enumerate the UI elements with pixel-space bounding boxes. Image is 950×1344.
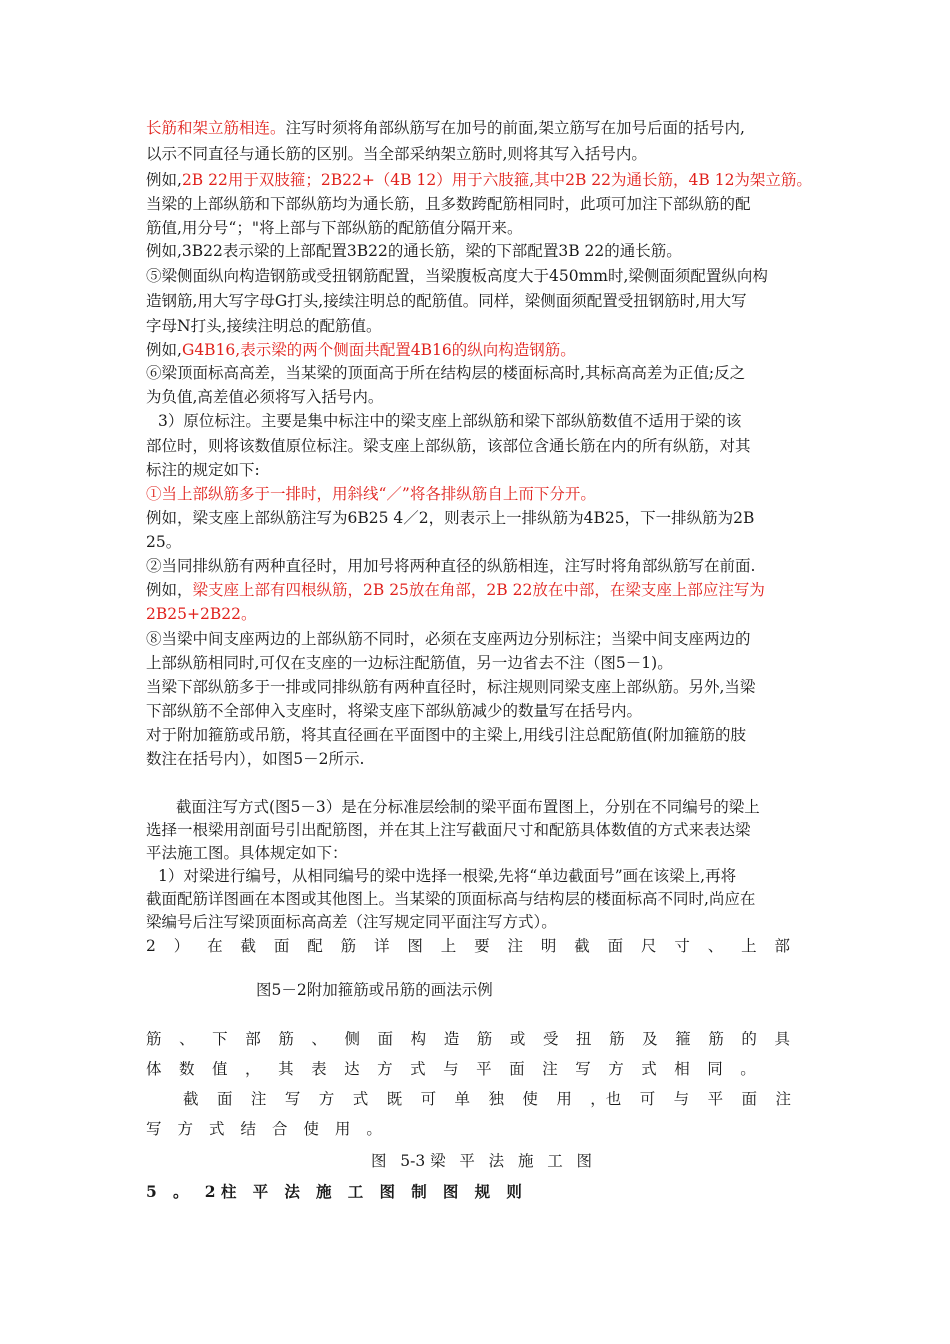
paragraph-line: 下部纵筋不全部伸入支座时，将梁支座下部纵筋减少的数量写在括号内。 [146,702,643,720]
spaced-char: 部 [774,937,790,955]
spaced-char: 式 [641,1060,657,1078]
spaced-char: 筋 [146,1030,162,1048]
highlighted-text: 2B 22用于双肢箍；2B22+（4B 12）用于六肢箍,其中2B 22为通长筋，4B 12为架立筋。 [181,171,812,189]
body-text: 例如, [146,341,182,359]
spaced-char: 工 [547,1152,563,1170]
spaced-char: 筋 [708,1030,724,1048]
spaced-char: 式 [208,1120,225,1138]
paragraph-line: ②当同排纵筋有两种直径时，用加号将两种直径的纵筋相连，注写时将角部纵筋写在前面. [146,557,756,575]
spaced-char: 结 [240,1120,256,1138]
spaced-char: 面 [607,937,624,955]
spaced-char: ，也 [590,1090,622,1108]
figure-caption [371,1151,592,1171]
highlighted-line: 2B25+2B22。 [146,605,257,623]
spaced-char: ） [173,937,190,955]
spaced-char: 筋 [278,1030,294,1048]
spaced-char: 截 [574,937,590,955]
spaced-char: 、 [311,1030,327,1048]
spaced-char: 2 柱 [204,1182,237,1201]
body-text: 注写时须将角部纵筋写在加号的前面,架立筋写在加号后面的括号内, [285,119,745,137]
paragraph-line: 例如,3B22表示梁的上部配置3B22的通长筋，梁的下部配置3B 22的通长筋。 [146,242,682,260]
spaced-char: 平 [459,1152,475,1170]
spaced-char: 面 [509,1060,525,1078]
paragraph-line [146,118,745,138]
spaced-char: 5 [146,1182,157,1201]
spaced-char: 筋 [476,1030,493,1048]
spaced-char: 图 [576,1152,592,1170]
spaced-char: 可 [639,1090,656,1108]
spaced-char: 数 [179,1060,195,1078]
spaced-char: 扭 [576,1030,592,1048]
spaced-char: 相 [674,1060,690,1078]
spaced-char: 配 [307,937,323,955]
spaced-char: 明 [540,937,557,955]
spaced-char: 及 [642,1030,658,1048]
spaced-char: 。 [173,1182,189,1201]
highlighted-text: 梁支座上部有四根纵筋，2B 25放在角部，2B 22放在中部，在梁支座上部应注写为 [192,581,765,599]
spaced-char: 平 [476,1060,492,1078]
spaced-char: 部 [245,1030,261,1048]
spaced-char: 体 [146,1060,162,1078]
highlighted-text: 长筋和架立筋相连。 [146,119,286,137]
spaced-char: 值 [212,1060,228,1078]
spaced-char: 图 [379,1182,395,1201]
spaced-char: 受 [542,1030,559,1048]
spaced-char: 施 [316,1182,332,1201]
spaced-line [146,1119,382,1139]
spaced-char: 图 [371,1152,387,1170]
paragraph-line: 25。 [146,533,182,551]
spaced-char: 寸 [674,937,690,955]
paragraph-line: 例如，梁支座上部纵筋注写为6B25 4／2，则表示上一排纵筋为4B25，下一排纵筋为2B [146,509,755,527]
spaced-char: 既 [386,1090,403,1108]
spaced-char: 式 [410,1060,426,1078]
spaced-char: 制 [411,1182,427,1201]
spaced-char: 面 [216,1090,233,1108]
paragraph-line [146,340,576,360]
body-text: 例如, [146,171,182,189]
paragraph-line: 选择一根梁用剖面号引出配筋图，并在其上注写截面尺寸和配筋具体数值的方式来表达梁 [146,821,751,839]
spaced-char: 2 [146,937,156,955]
spaced-char: 尺 [640,937,657,955]
spaced-char: 写 [146,1120,162,1138]
paragraph-line: 上部纵筋相同时,可仅在支座的一边标注配筋值，另一边省去不注（图5－1)。 [146,654,673,672]
paragraph-line: 当梁下部纵筋多于一排或同排纵筋有两种直径时，标注规则同梁支座上部纵筋。另外,当梁 [146,678,756,696]
spaced-char: 规 [474,1182,491,1201]
spaced-char: 则 [506,1182,522,1201]
paragraph-line: 标注的规定如下: [146,461,260,479]
paragraph-line: 字母N打头,接续注明总的配筋值。 [146,317,382,335]
spaced-char: 用 [334,1120,351,1138]
spaced-char: 施 [517,1152,534,1170]
spaced-char: 构 [410,1030,427,1048]
paragraph-line: 截面配筋详图画在本图或其他图上。当某梁的顶面标高与结构层的楼面标高不同时,尚应在 [146,890,756,908]
spaced-char: 图 [442,1182,459,1201]
spaced-char: 侧 [344,1030,360,1048]
spaced-char: 平 [252,1182,269,1201]
spaced-char: 方 [608,1060,624,1078]
spaced-char: 式 [352,1090,369,1108]
spaced-char: 写 [575,1060,591,1078]
spaced-char: 具 [774,1030,790,1048]
spaced-char: 。 [366,1120,382,1138]
spaced-char: 的 [741,1030,757,1048]
section-heading [146,1182,522,1202]
spaced-char: 平 [707,1090,724,1108]
figure-caption: 图5－2附加箍筋或吊筋的画法示例 [256,981,493,999]
spaced-char: 面 [377,1030,394,1048]
spaced-char: 注 [542,1060,558,1078]
spaced-char: 法 [284,1182,300,1201]
spaced-line [146,1059,756,1079]
spaced-char: 或 [509,1030,526,1048]
paragraph-line: 平法施工图。具体规定如下： [146,844,348,862]
paragraph-line: 以示不同直径与通长筋的区别。当全部采纳架立筋时,则将其写入括号内。 [146,145,647,163]
spaced-char: 使 [522,1090,538,1108]
spaced-char: 独 [488,1090,504,1108]
spaced-char: 可 [420,1090,437,1108]
spaced-char: 图 [407,937,423,955]
paragraph-line [146,170,812,190]
spaced-char: 要 [474,937,490,955]
spaced-char: 。 [740,1060,756,1078]
paragraph-line: 3）原位标注。主要是集中标注中的梁支座上部纵筋和梁下部纵筋数值不适用于梁的该 [158,412,742,430]
spaced-char: 筋 [609,1030,625,1048]
spaced-char: 使 [303,1120,319,1138]
spaced-char: 面 [273,937,290,955]
spaced-char: 与 [443,1060,459,1078]
paragraph-line: ⑥梁顶面标高高差，当某梁的顶面高于所在结构层的楼面标高时,其标高高差为正值;反之 [146,364,746,382]
spaced-line [146,936,790,956]
spaced-char: 面 [741,1090,758,1108]
spaced-char: 写 [284,1090,301,1108]
paragraph-line [146,580,765,600]
paragraph-line: 当梁的上部纵筋和下部纵筋均为通长筋，且多数跨配筋相同时，此项可加注下部纵筋的配 [146,195,751,213]
paragraph-line: 筋值,用分号“；"将上部与下部纵筋的配筋值分隔开来。 [146,219,523,237]
spaced-char: 合 [271,1120,288,1138]
paragraph-line: ⑧当梁中间支座两边的上部纵筋不同时，必须在支座两边分别标注；当梁中间支座两边的 [146,630,751,648]
paragraph-line: 数注在括号内），如图5－2所示. [146,750,365,768]
body-text: 例如， [146,581,193,599]
spaced-char: 与 [673,1090,690,1108]
highlighted-line: ①当上部纵筋多于一排时，用斜线“／”将各排纵筋自上而下分开。 [146,485,596,503]
highlighted-text: G4B16,表示梁的两个侧面共配置4B16的纵向构造钢筋。 [181,341,576,359]
spaced-char: 上 [440,937,457,955]
paragraph-line: 部位时，则将该数值原位标注。梁支座上部纵筋，该部位含通长筋在内的所有纵筋，对其 [146,437,751,455]
spaced-char: 注 [775,1090,791,1108]
spaced-char: 、 [179,1030,195,1048]
spaced-char: 注 [507,937,523,955]
spaced-char: 5-3 梁 [400,1152,446,1170]
spaced-char: 用 [556,1090,572,1108]
spaced-char: 工 [347,1182,364,1201]
spaced-char: 注 [250,1090,267,1108]
spaced-char: 单 [454,1090,471,1108]
spaced-char: 下 [212,1030,228,1048]
spaced-char: 方 [318,1090,335,1108]
spaced-char: 方 [377,1060,393,1078]
spaced-char: 筋 [340,937,357,955]
spaced-char: 、 [707,937,724,955]
spaced-char: 箍 [675,1030,691,1048]
spaced-char: 表 [311,1060,327,1078]
paragraph-line: 造钢筋,用大写字母G打头,接续注明总的配筋值。同样，梁侧面须配置受扭钢筋时,用大写 [146,292,747,310]
spaced-char: ， [245,1060,261,1078]
paragraph-line: 对于附加箍筋或吊筋，将其直径画在平面图中的主梁上,用线引注总配筋值(附加箍筋的肢 [146,726,746,744]
spaced-char: 截 [240,937,256,955]
spaced-char: 在 [207,937,223,955]
spaced-line [183,1089,791,1109]
spaced-char: 造 [443,1030,460,1048]
spaced-char: 其 [278,1060,294,1078]
paragraph-line: 1）对梁进行编号，从相同编号的梁中选择一根梁,先将“单边截面号”画在该梁上,再将 [158,867,737,885]
paragraph-line: 梁编号后注写梁顶面标高高差（注写规定同平面注写方式）。 [146,913,557,931]
paragraph-line: ⑤梁侧面纵向构造钢筋或受扭钢筋配置，当梁腹板高度大于450mm时,梁侧面须配置纵向构 [146,267,768,285]
spaced-char: 同 [707,1060,723,1078]
paragraph-line: 截面注写方式(图5－3）是在分标准层绘制的梁平面布置图上，分别在不同编号的梁上 [176,798,760,816]
spaced-char: 法 [488,1152,505,1170]
spaced-char: 详 [373,937,390,955]
spaced-char: 截 [183,1090,199,1108]
spaced-char: 方 [177,1120,193,1138]
spaced-char: 达 [344,1060,360,1078]
paragraph-line: 为负值,高差值必须将写入括号内。 [146,388,384,406]
spaced-line [146,1029,790,1049]
spaced-char: 上 [741,937,757,955]
